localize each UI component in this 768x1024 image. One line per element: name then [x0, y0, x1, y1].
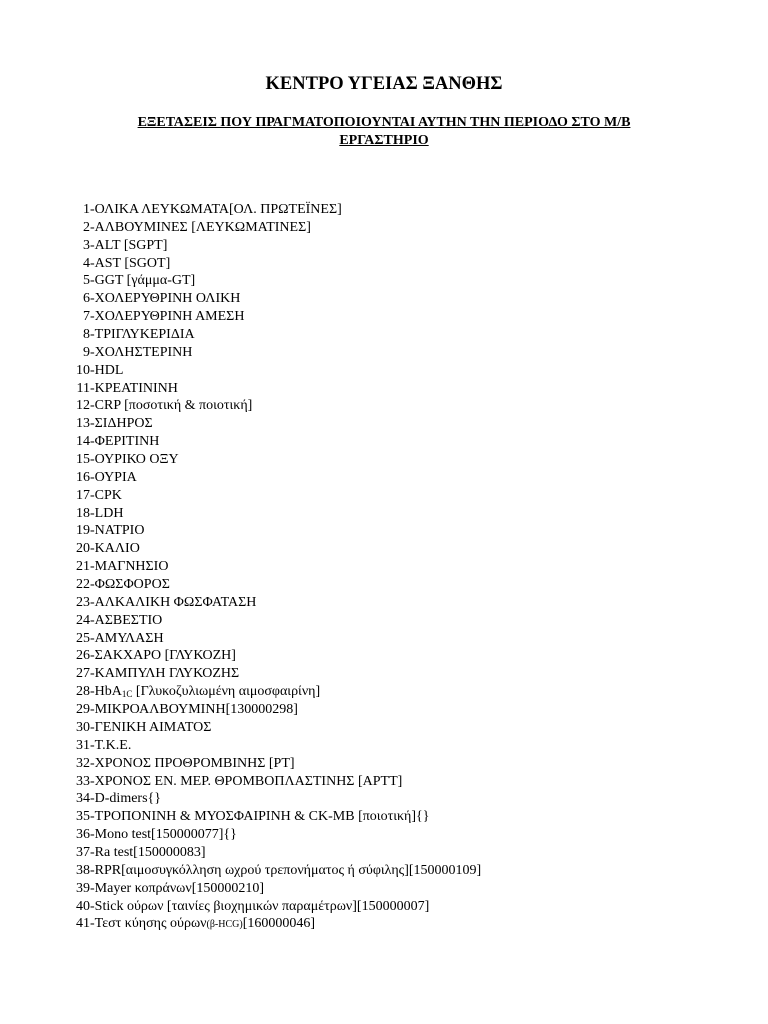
item-number: 32: [76, 755, 90, 771]
document-title: ΚΕΝΤΡΟ ΥΓΕΙΑΣ ΞΑΝΘΗΣ: [265, 74, 503, 94]
list-item: [72, 826, 712, 844]
item-number: 24: [76, 612, 90, 628]
item-number: 12: [76, 398, 90, 414]
item-number: 26: [76, 648, 90, 664]
item-text-continued: [160000046]: [242, 916, 316, 932]
list-item: [72, 433, 712, 451]
item-number: 9: [83, 344, 90, 360]
item-number: 29: [76, 702, 90, 718]
item-text: -ΚΑΜΠΥΛΗ ΓΛΥΚΟΖΗΣ: [90, 666, 240, 682]
item-number: 27: [76, 666, 90, 682]
item-number: 37: [76, 844, 90, 860]
item-number: 16: [76, 469, 90, 485]
item-text: -ΣΑΚΧΑΡΟ [ΓΛΥΚΟΖΗ]: [90, 648, 236, 664]
item-text: -ΜΑΓΝΗΣΙΟ: [90, 559, 169, 575]
item-text: -D-dimers{}: [90, 791, 161, 807]
item-number: 7: [83, 309, 90, 325]
item-text: -ΑΣΒΕΣΤΙΟ: [90, 612, 163, 628]
item-text: -CPK: [90, 487, 122, 503]
item-number: 14: [76, 434, 90, 450]
item-number: 15: [76, 452, 90, 468]
list-item: [72, 915, 712, 933]
list-item: [72, 540, 712, 558]
list-item: [72, 344, 712, 362]
list-item: [72, 594, 712, 612]
item-text: -ΟΛΙΚΑ ΛΕΥΚΩΜΑΤΑ[ΟΛ. ΠΡΩΤΕΪΝΕΣ]: [90, 202, 342, 217]
item-text: -Mono test[150000077]{}: [90, 827, 237, 843]
list-item: [72, 755, 712, 773]
list-item: [72, 505, 712, 523]
list-item: [72, 612, 712, 630]
list-item: [72, 326, 712, 344]
list-item: [72, 272, 712, 290]
list-item: [72, 451, 712, 469]
item-text: -ΧΟΛΕΡΥΘΡΙΝΗ ΟΛΙΚΗ: [90, 291, 241, 307]
item-number: 33: [76, 773, 90, 789]
item-text: -ΦΕΡΙΤΙΝΗ: [90, 434, 160, 450]
item-number: 1: [83, 202, 90, 217]
list-item: [72, 862, 712, 880]
item-text: -GGT [γάμμα-GT]: [90, 273, 196, 289]
item-text: -ΜΙΚΡΟΑΛΒΟΥΜΙΝΗ[130000298]: [90, 702, 298, 718]
list-item: [72, 237, 712, 255]
item-number: 11: [76, 380, 90, 396]
item-number: 22: [76, 577, 90, 593]
item-subscript: 1C: [121, 689, 133, 700]
list-item: [72, 522, 712, 540]
list-item: [72, 880, 712, 898]
item-text: -ΑΛΒΟΥΜΙΝΕΣ [ΛΕΥΚΩΜΑΤΙΝΕΣ]: [90, 219, 311, 235]
item-text: -ΤΡΙΓΛΥΚΕΡΙΔΙΑ: [90, 327, 195, 343]
list-item: [72, 397, 712, 415]
item-number: 35: [76, 809, 90, 825]
item-number: 21: [76, 559, 90, 575]
item-number: 19: [76, 523, 90, 539]
item-text: -LDH: [90, 505, 124, 521]
item-text: -ΧΟΛΕΡΥΘΡΙΝΗ ΑΜΕΣΗ: [90, 309, 245, 325]
item-text: -ΧΡΟΝΟΣ ΠΡΟΘΡΟΜΒΙΝΗΣ [PT]: [90, 755, 295, 771]
list-item: [72, 701, 712, 719]
list-item: [72, 558, 712, 576]
item-number: 34: [76, 791, 90, 807]
item-text: -ΓΕΝΙΚΗ ΑΙΜΑΤΟΣ: [90, 719, 212, 735]
item-number: 2: [83, 219, 90, 235]
item-number: 31: [76, 737, 90, 753]
list-item: [72, 201, 712, 219]
list-item: [72, 219, 712, 237]
item-number: 4: [83, 255, 90, 271]
item-number: 25: [76, 630, 90, 646]
test-list: [72, 201, 712, 933]
item-number: 38: [76, 862, 90, 878]
item-number: 23: [76, 594, 90, 610]
item-number: 5: [83, 273, 90, 289]
item-number: 13: [76, 416, 90, 432]
item-text: -Stick ούρων [ταινίες βιοχημικών παραμέτρων][150000007]: [90, 898, 430, 914]
item-number: 10: [76, 362, 90, 378]
item-text: -CRP [ποσοτική & ποιοτική]: [90, 398, 253, 414]
item-text: -ΚΡΕΑΤΙΝΙΝΗ: [90, 380, 178, 396]
list-item: [72, 380, 712, 398]
list-item: [72, 719, 712, 737]
list-item: [72, 255, 712, 273]
list-item: [72, 487, 712, 505]
item-small-text: (β-HCG): [206, 919, 243, 931]
list-item: [72, 647, 712, 665]
item-text: -ΦΩΣΦΟΡΟΣ: [90, 577, 170, 593]
item-number: 8: [83, 327, 90, 343]
item-number: 36: [76, 827, 90, 843]
item-text: -ΟΥΡΙΑ: [90, 469, 137, 485]
item-text: -ΑΛΚΑΛΙΚΗ ΦΩΣΦΑΤΑΣΗ: [90, 594, 257, 610]
item-text: -AST [SGOT]: [90, 255, 171, 271]
item-number: 20: [76, 541, 90, 557]
list-item: [72, 290, 712, 308]
list-item: [72, 308, 712, 326]
item-text: -HbA: [90, 684, 122, 700]
document-subtitle: ΕΞΕΤΑΣΕΙΣ ΠΟΥ ΠΡΑΓΜΑΤΟΠΟΙΟΥΝΤΑΙ ΑΥΤΗΝ ΤΗΝ ΠΕΡΙΟΔΟ ΣΤΟ Μ/Β ΕΡΓΑΣΤΗΡΙΟ: [137, 115, 631, 148]
item-text: -ΑΜΥΛΑΣΗ: [90, 630, 164, 646]
item-text: -Ra test[150000083]: [90, 844, 206, 860]
item-text: -Τ.Κ.Ε.: [90, 737, 132, 753]
list-item: [72, 844, 712, 862]
item-number: 18: [76, 505, 90, 521]
item-number: 39: [76, 880, 90, 896]
item-text: -HDL: [90, 362, 124, 378]
item-text-continued: [Γλυκοζυλιωμένη αιμοσφαιρίνη]: [132, 684, 321, 700]
list-item: [72, 630, 712, 648]
list-item: [72, 683, 712, 701]
item-text: -ALT [SGPT]: [90, 237, 168, 253]
list-item: [72, 665, 712, 683]
item-number: 17: [76, 487, 90, 503]
item-number: 41: [76, 916, 90, 932]
item-number: 3: [83, 237, 90, 253]
list-item: [72, 898, 712, 916]
list-item: [72, 415, 712, 433]
item-text: -ΤΡΟΠΟΝΙΝΗ & ΜΥΟΣΦΑΙΡΙΝΗ & CK-MB [ποιοτική]{}: [90, 809, 430, 825]
item-number: 6: [83, 291, 90, 307]
list-item: [72, 469, 712, 487]
item-number: 40: [76, 898, 90, 914]
list-item: [72, 773, 712, 791]
item-text: -ΧΡΟΝΟΣ ΕΝ. ΜΕΡ. ΘΡΟΜΒΟΠΛΑΣΤΙΝΗΣ [APTT]: [90, 773, 403, 789]
item-text: -ΟΥΡΙΚΟ ΟΞΥ: [90, 452, 179, 468]
list-item: [72, 790, 712, 808]
item-text: -ΚΑΛΙΟ: [90, 541, 140, 557]
list-item: [72, 737, 712, 755]
item-text: -ΣΙΔΗΡΟΣ: [90, 416, 153, 432]
list-item: [72, 808, 712, 826]
item-number: 30: [76, 719, 90, 735]
list-item: [72, 362, 712, 380]
item-text: -RPR[αιμοσυγκόλληση ωχρού τρεπονήματος ή σύφιλης][150000109]: [90, 862, 482, 878]
item-text: -ΧΟΛΗΣΤΕΡΙΝΗ: [90, 344, 193, 360]
item-text: -Τεστ κύησης ούρων: [90, 916, 207, 932]
item-text: -ΝΑΤΡΙΟ: [90, 523, 145, 539]
item-number: 28: [76, 684, 90, 700]
list-item: [72, 576, 712, 594]
item-text: -Mayer κοπράνων[150000210]: [90, 880, 265, 896]
